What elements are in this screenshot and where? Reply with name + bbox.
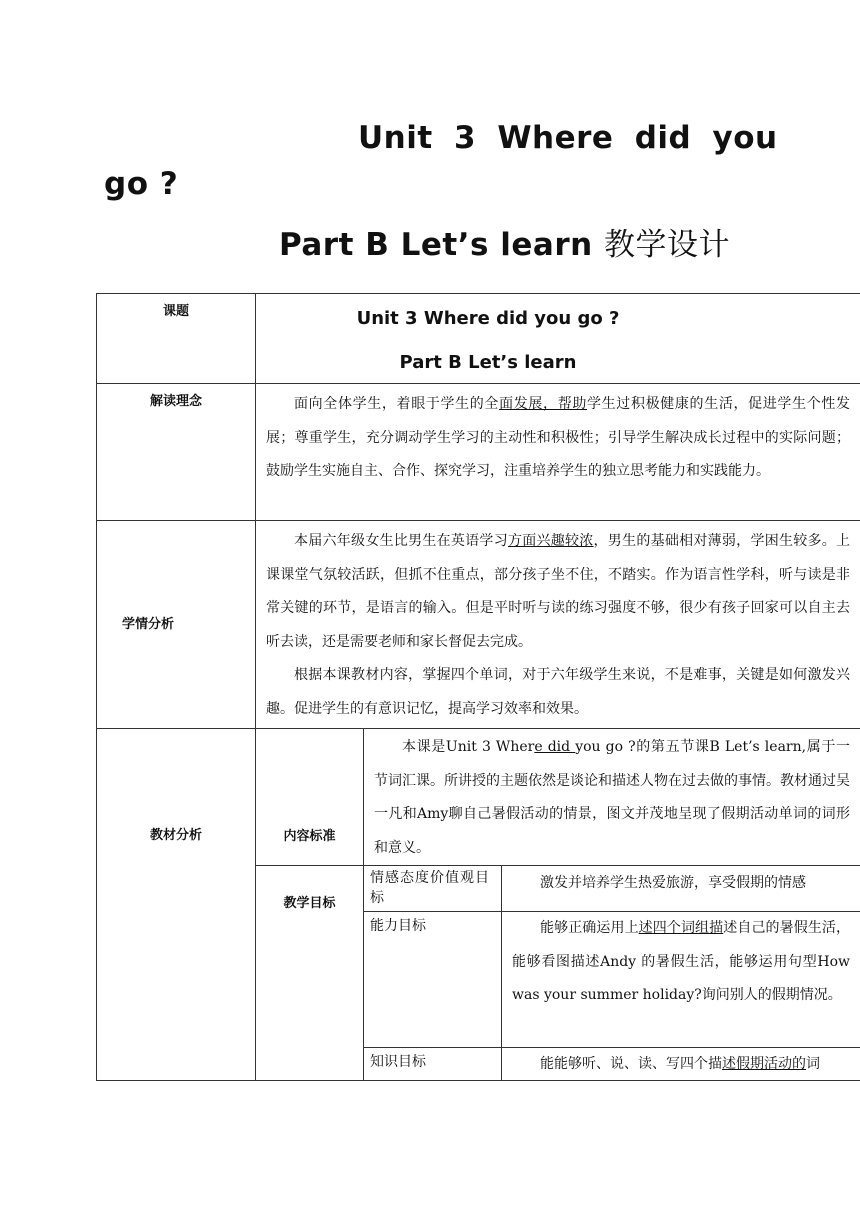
goal-emotion-text-cell [502, 866, 860, 912]
student-analysis-p1-underlined: 方面兴趣较浓 [507, 533, 594, 549]
content-standard-text [364, 729, 860, 865]
topic-line2: Part B Let’s learn [399, 352, 577, 373]
goal-knowledge-text-a: 能能够听、说、读、写四个描 [540, 1056, 722, 1072]
content-standard-text-b: you go ?的第五节课B Let’s learn,属于一节词汇课。所讲授的主题依然是谈论和描述人物在过去做的事情。教材通过吴一凡和Amy聊自己暑假活动的情景，图文并茂地呈现了假期活动单词的词形和意义。 [374, 739, 851, 856]
row-topic [97, 294, 860, 384]
content-standard-label: 内容标准 [283, 829, 336, 844]
student-analysis-p1-b: ，男生的基础相对薄弱，学困生较多。上课课堂气氛较活跃，但抓不住重点，部分孩子坐不住，不踏实。作为语言性学科，听与读是非常关键的环节，是语言的输入。但是平时听与读的练习强度不够，很少有孩子回家可以自主去听去读，还是需要老师和家长督促去完成。 [266, 533, 851, 650]
content-standard-text-cell [364, 729, 860, 866]
goal-knowledge-text-b: 词 [806, 1056, 820, 1072]
row-content-standard [97, 729, 860, 866]
goal-ability-text-b: 述自己的暑假生活， 能够看图描述Andy 的暑假生活，能够运用句型How was your summer holiday?询问别人的假期情况。 [512, 920, 851, 1003]
teaching-goals-label: 教学目标 [283, 896, 336, 911]
goal-knowledge-label-cell [364, 1048, 502, 1081]
content-standard-label-cell [256, 729, 364, 866]
student-analysis-p1 [256, 521, 860, 659]
goal-knowledge-text-underlined: 述假期活动的 [722, 1056, 806, 1072]
topic-label-cell [97, 294, 256, 384]
philosophy-label: 解读理念 [149, 394, 202, 409]
goal-emotion-text: 激发并培养学生热爱旅游，享受假期的情感 [540, 875, 806, 891]
goal-emotion-label: 情感态度价值观目标 [370, 870, 490, 906]
goal-knowledge-label: 知识目标 [370, 1054, 426, 1070]
doc-title-line1: Unit 3 Where did you [358, 120, 778, 156]
student-analysis-label-cell [97, 521, 256, 729]
goal-ability-text-a: 能够正确运用上 [540, 920, 639, 936]
content-standard-text-underlined: e did [534, 739, 576, 755]
topic-label: 课题 [162, 304, 189, 319]
goal-emotion-label-cell [364, 866, 502, 912]
goal-knowledge-text-cell [502, 1048, 860, 1081]
row-philosophy [97, 384, 860, 521]
goal-ability-label: 能力目标 [370, 918, 426, 934]
philosophy-text-cell [256, 384, 860, 521]
student-analysis-p1-a: 本届六年级女生比男生在英语学习 [294, 533, 508, 549]
student-analysis-label: 学情分析 [121, 617, 174, 632]
row-student-analysis [97, 521, 860, 729]
teaching-goals-label-cell [256, 866, 364, 1081]
doc-title-line3-cn: 教学设计 [603, 227, 730, 263]
content-standard-text-a: 本课是Unit 3 Wher [402, 739, 535, 755]
philosophy-text-a: 面向全体学生，着眼于学生的全 [294, 396, 500, 412]
topic-line1: Unit 3 Where did you go ? [356, 308, 620, 329]
doc-title-line3-en: Part B Let’s learn [279, 227, 604, 263]
philosophy-label-cell [97, 384, 256, 521]
philosophy-text [256, 384, 860, 489]
topic-value-cell [256, 294, 860, 384]
philosophy-text-b: 学生过积极健康的生活，促进学生个性发展；尊重学生，充分调动学生学习的主动性和积极性；引导学生解决成长过程中的实际问题；鼓励学生实施自主、合作、探究学习，注重培养学生的独立思考能力和实践能力。 [266, 396, 851, 479]
goal-ability-text [502, 912, 860, 1013]
doc-title-line3 [279, 219, 730, 264]
doc-title-line2: go ? [104, 166, 179, 202]
student-analysis-text-cell [256, 521, 860, 729]
goal-knowledge-text [502, 1048, 860, 1080]
goal-ability-label-cell [364, 912, 502, 1048]
material-analysis-label-cell [97, 729, 256, 1081]
goal-ability-text-underlined: 述四个词组描 [638, 920, 724, 936]
goal-ability-text-cell [502, 912, 860, 1048]
philosophy-text-underlined: 面发展，帮助 [499, 396, 587, 412]
material-analysis-label: 教材分析 [149, 828, 202, 843]
lesson-plan-table [96, 293, 860, 1081]
student-analysis-p2: 根据本课教材内容，掌握四个单词，对于六年级学生来说，不是难事，关键是如何激发兴趣。促进学生的有意识记忆，提高学习效率和效果。 [266, 667, 851, 717]
